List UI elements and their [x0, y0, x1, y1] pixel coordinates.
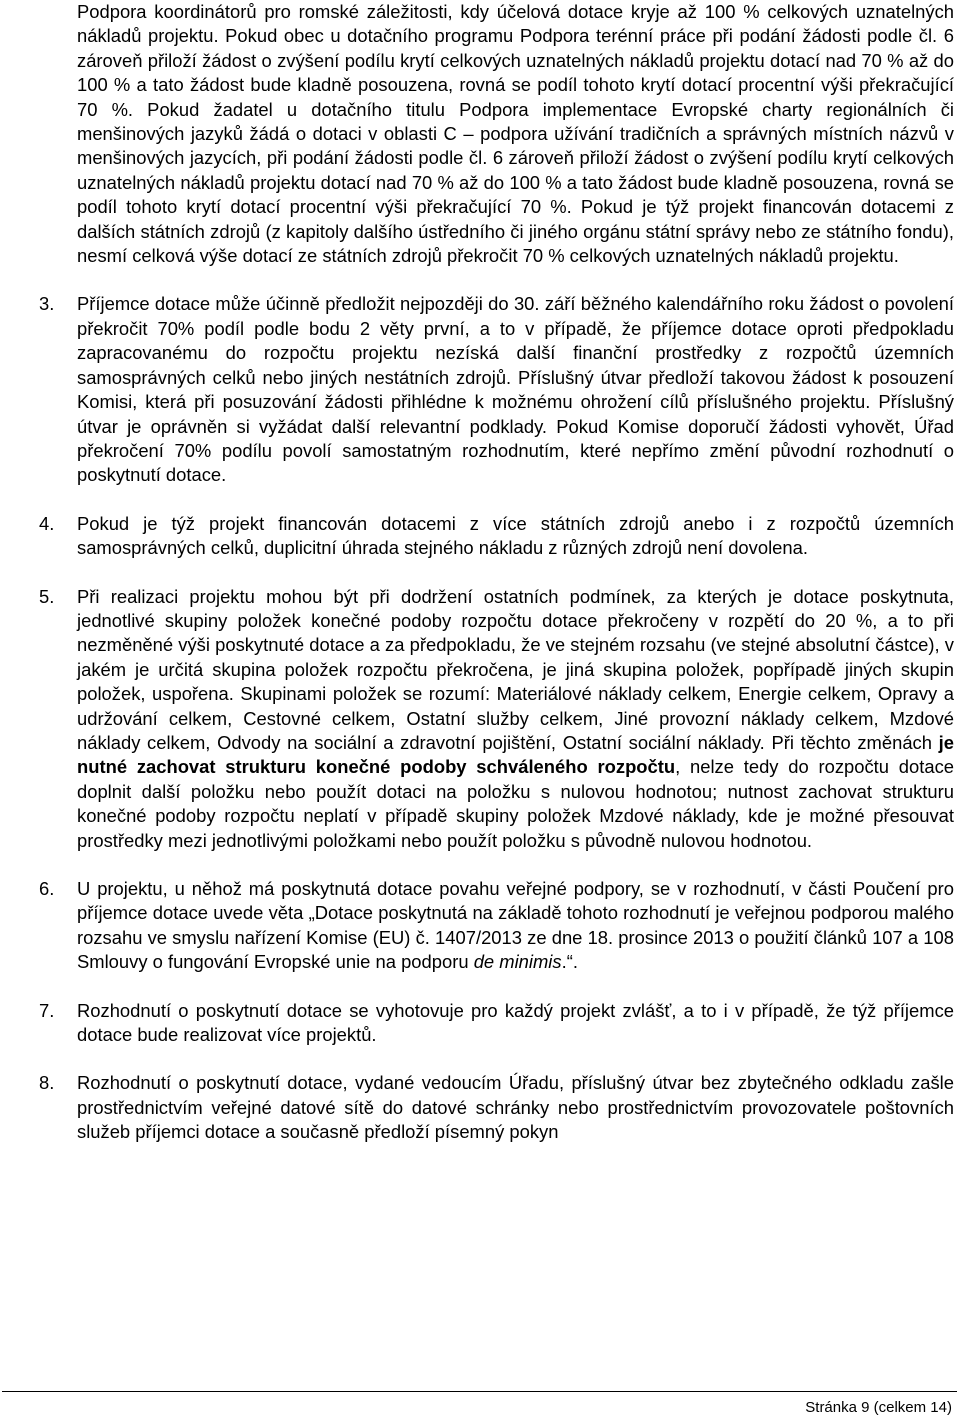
- list-item-number: 4.: [39, 512, 55, 534]
- list-item-number: 6.: [39, 878, 55, 899]
- list-item-number: 5.: [39, 585, 55, 607]
- paragraph-spacer: [77, 853, 954, 877]
- list-item-7: [39, 999, 954, 1048]
- list-item-6: [39, 877, 954, 975]
- paragraph-spacer: [77, 268, 954, 292]
- list-item-text: Příjemce dotace může účinně předložit nejpozději do 30. září běžného kalendářního roku žádost o povolení překročit 70% podíl podle bodu 2 věty první, a to v případě, že příjemce dotace oproti předpokladu zapracovanému do rozpočtu projektu nezíská další finanční prostředky z rozpočtů územních samosprávných celků nebo jiných nestátních zdrojů. Příslušný útvar předloží takovou žádost k posouzení Komisi, která při posuzování žádosti přihlédne k možnému ohrožení cílů příslušného projektu. Příslušný útvar je oprávněn si vyžádat další relevantní podklady. Pokud Komise doporučí žádosti vyhovět, Úřad překročení 70% podílu povolí samostatným rozhodnutím, které nepřímo změní původní rozhodnutí o poskytnutí dotace.: [77, 293, 954, 486]
- document-body: [39, 0, 954, 1145]
- list-item-text: Rozhodnutí o poskytnutí dotace, vydané vedoucím Úřadu, příslušný útvar bez zbytečného odkladu zašle prostřednictvím veřejné datové sítě do datové schránky nebo prostřednictvím provozovatele poštovních služeb příjemci dotace a současně předloží písemný pokyn: [77, 1072, 954, 1143]
- list-item-text-before: Při realizaci projektu mohou být při dodržení ostatních podmínek, za kterých je dotace poskytnuta, jednotlivé skupiny položek konečné podoby rozpočtu dotace překročeny v rozpětí do 20 %, a to při nezměněné výši poskytnuté dotace a za předpokladu, že ve stejném rozsahu (ve stejné absolutní částce), v jakém je určitá skupina položek rozpočtu překročena, je jiná skupina položek, popřípadě jiných skupin položek, uspořena. Skupinami položek se rozumí: Materiálové náklady celkem, Energie celkem, Opravy a udržování celkem, Cestovné celkem, Ostatní služby celkem, Jiné provozní náklady celkem, Mzdové náklady celkem, Odvody na sociální a zdravotní pojištění, Ostatní sociální náklady. Při těchto změnách: [77, 585, 954, 753]
- list-item-3: [39, 292, 954, 487]
- paragraph-spacer: [77, 1047, 954, 1071]
- list-item-number: 3.: [39, 293, 55, 315]
- emphasized-text: je nutné zachovat strukturu konečné podoby schváleného rozpočtu: [77, 731, 954, 778]
- list-item-4: [39, 512, 954, 561]
- list-item-text-after: , nelze tedy do rozpočtu dotace doplnit další položku nebo použít dotaci na položku s nulovou hodnotou; nutnost zachovat strukturu konečné podoby rozpočtu neplatí v případě skupiny položek Mzdové náklady, kde je možné přesouvat prostředky mezi jednotlivými položkami nebo použít položku s původně nulovou hodnotou.: [77, 756, 954, 851]
- italic-term: de minimis: [473, 951, 562, 973]
- list-item-number: 8.: [39, 1072, 55, 1094]
- list-item-text: Pokud je týž projekt financován dotacemi z více státních zdrojů anebo i z rozpočtů územních samosprávných celků, duplicitní úhrada stejného nákladu z různých zdrojů není dovolena.: [77, 512, 954, 559]
- footer-divider: [2, 1391, 957, 1392]
- paragraph-spacer: [77, 975, 954, 999]
- list-item-text-before: U projektu, u něhož má poskytnutá dotace povahu veřejné podpory, se v rozhodnutí, v části Poučení pro příjemce dotace uvede věta „Dotace poskytnutá na základě tohoto rozhodnutí je veřejnou podporou malého rozsahu ve smyslu nařízení Komise (EU) č. 1407/2013 ze dne 18. prosince 2013 o použití článků 107 a 108 Smlouvy o fungování Evropské unie na podporu: [77, 878, 954, 973]
- list-item-8: [39, 1071, 954, 1144]
- list-item-text: [77, 585, 954, 853]
- list-item-text-after: .“.: [561, 951, 578, 973]
- intro-paragraph: Podpora koordinátorů pro romské záležitosti, kdy účelová dotace kryje až 100 % celkových uznatelných nákladů projektu. Pokud obec u dotačního programu Podpora terénní práce při podání žádosti podle čl. 6 zároveň přiloží žádost o zvýšení podílu krytí celkových uznatelných nákladů projektu dotací nad 70 % až do 100 % a tato žádost bude kladně posouzena, rovná se podíl tohoto krytí dotací procentní výši překračující 70 %. Pokud žadatel u dotačního titulu Podpora implementace Evropské charty regionálních či menšinových jazyků žádá o dotaci v oblasti C – podpora užívání tradičních a správných místních názvů v menšinových jazycích, při podání žádosti podle čl. 6 zároveň přiloží žádost o zvýšení podílu krytí celkových uznatelných nákladů projektu dotací nad 70 % až do 100 % a tato žádost bude kladně posouzena, rovná se podíl tohoto krytí dotací procentní výši překračující 70 %. Pokud je týž projekt financován dotacemi z dalších státních zdrojů (z kapitoly dalšího ústředního či jiného orgánu státní správy nebo ze státního fondu), nesmí celková výše dotací ze státních zdrojů překročit 70 % celkových uznatelných nákladů projektu.: [77, 1, 954, 267]
- paragraph-spacer: [77, 561, 954, 585]
- list-item-text: [77, 877, 954, 975]
- list-item-text: Rozhodnutí o poskytnutí dotace se vyhotovuje pro každý projekt zvlášť, a to i v případě, že týž příjemce dotace bude realizovat více projektů.: [77, 999, 954, 1046]
- paragraph-spacer: [77, 488, 954, 512]
- list-item-5: [39, 585, 954, 853]
- page-number: Stránka 9 (celkem 14): [805, 1399, 952, 1416]
- list-item-number: 7.: [39, 999, 55, 1021]
